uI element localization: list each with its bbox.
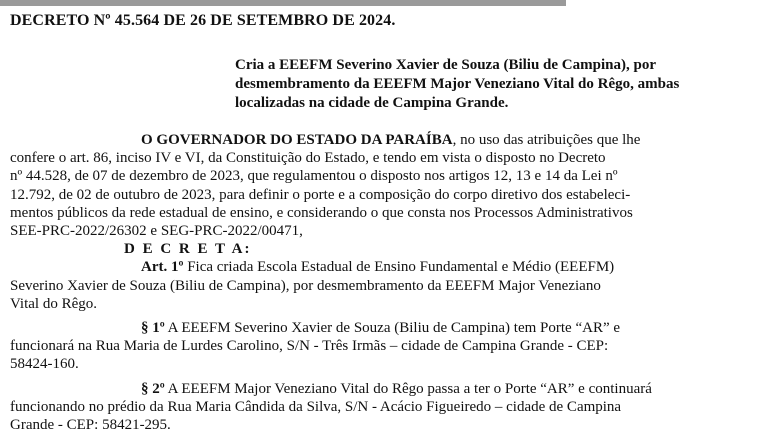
preamble-line: SEE-PRC-2022/26302 e SEG-PRC-2022/00471, <box>10 223 303 240</box>
article-first-line <box>10 258 762 276</box>
decree-body <box>10 131 762 434</box>
paragraph-1 <box>10 319 762 374</box>
paragraph-text: A EEEFM Severino Xavier de Souza (Biliu de Campina) tem Porte “AR” e <box>164 320 621 337</box>
article-text: Fica criada Escola Estadual de Ensino Fundamental e Médio (EEEFM) <box>183 259 615 276</box>
preamble-line: nº 44.528, de 07 de dezembro de 2023, que regulamentou o disposto nos artigos 12, 13 e 14 da Lei nº <box>10 168 618 185</box>
paragraph-label: § 2º <box>141 380 165 397</box>
decree-summary <box>235 56 760 113</box>
paragraph-first-line <box>10 319 762 337</box>
article-line: Severino Xavier de Souza (Biliu de Campina), por desmembramento da EEEFM Major Veneziano <box>10 277 601 294</box>
article-label: Art. 1º <box>141 259 184 276</box>
summary-line: desmembramento da EEEFM Major Veneziano Vital do Rêgo, ambas <box>235 76 680 92</box>
paragraph-line: Grande - CEP: 58421-295. <box>10 417 171 434</box>
paragraph-label: § 1º <box>141 320 165 337</box>
preamble-line: mentos públicos da rede estadual de ensino, e considerando o que consta nos Processos Administrativos <box>10 204 633 221</box>
article-line: Vital do Rêgo. <box>10 295 98 312</box>
paragraph-line: 58424-160. <box>10 356 79 373</box>
paragraph-text: A EEEFM Major Veneziano Vital do Rêgo passa a ter o Porte “AR” e continuará <box>164 380 652 397</box>
preamble-paragraph <box>10 131 762 240</box>
preamble-first-line <box>10 131 762 149</box>
summary-line: localizadas na cidade de Campina Grande. <box>235 95 509 111</box>
preamble-line: confere o art. 86, inciso IV e VI, da Constituição do Estado, e tendo em vista o disposto no Decreto <box>10 150 606 167</box>
paragraph-line: funcionará na Rua Maria de Lurdes Carolino, S/N - Três Irmãs – cidade de Campina Grande - CEP: <box>10 338 609 355</box>
paragraph-2 <box>10 380 762 434</box>
summary-line: Cria a EEEFM Severino Xavier de Souza (Biliu de Campina), por <box>235 57 656 73</box>
decreta-heading: D E C R E T A: <box>124 241 252 258</box>
paragraph-line: funcionando no prédio da Rua Maria Cândida da Silva, S/N - Acácio Figueiredo – cidade de Campina <box>10 398 622 415</box>
top-divider <box>0 0 566 6</box>
article-1 <box>10 258 762 313</box>
decree-title: DECRETO Nº 45.564 DE 26 DE SETEMBRO DE 2024. <box>10 12 396 29</box>
governor-heading: O GOVERNADOR DO ESTADO DA PARAÍBA <box>141 132 453 148</box>
preamble-text: , no uso das atribuições que lhe <box>452 132 641 148</box>
preamble-line: 12.792, de 02 de outubro de 2023, para definir o porte e a composição do corpo diretivo dos estabeleci- <box>10 186 631 203</box>
paragraph-first-line <box>10 380 762 398</box>
